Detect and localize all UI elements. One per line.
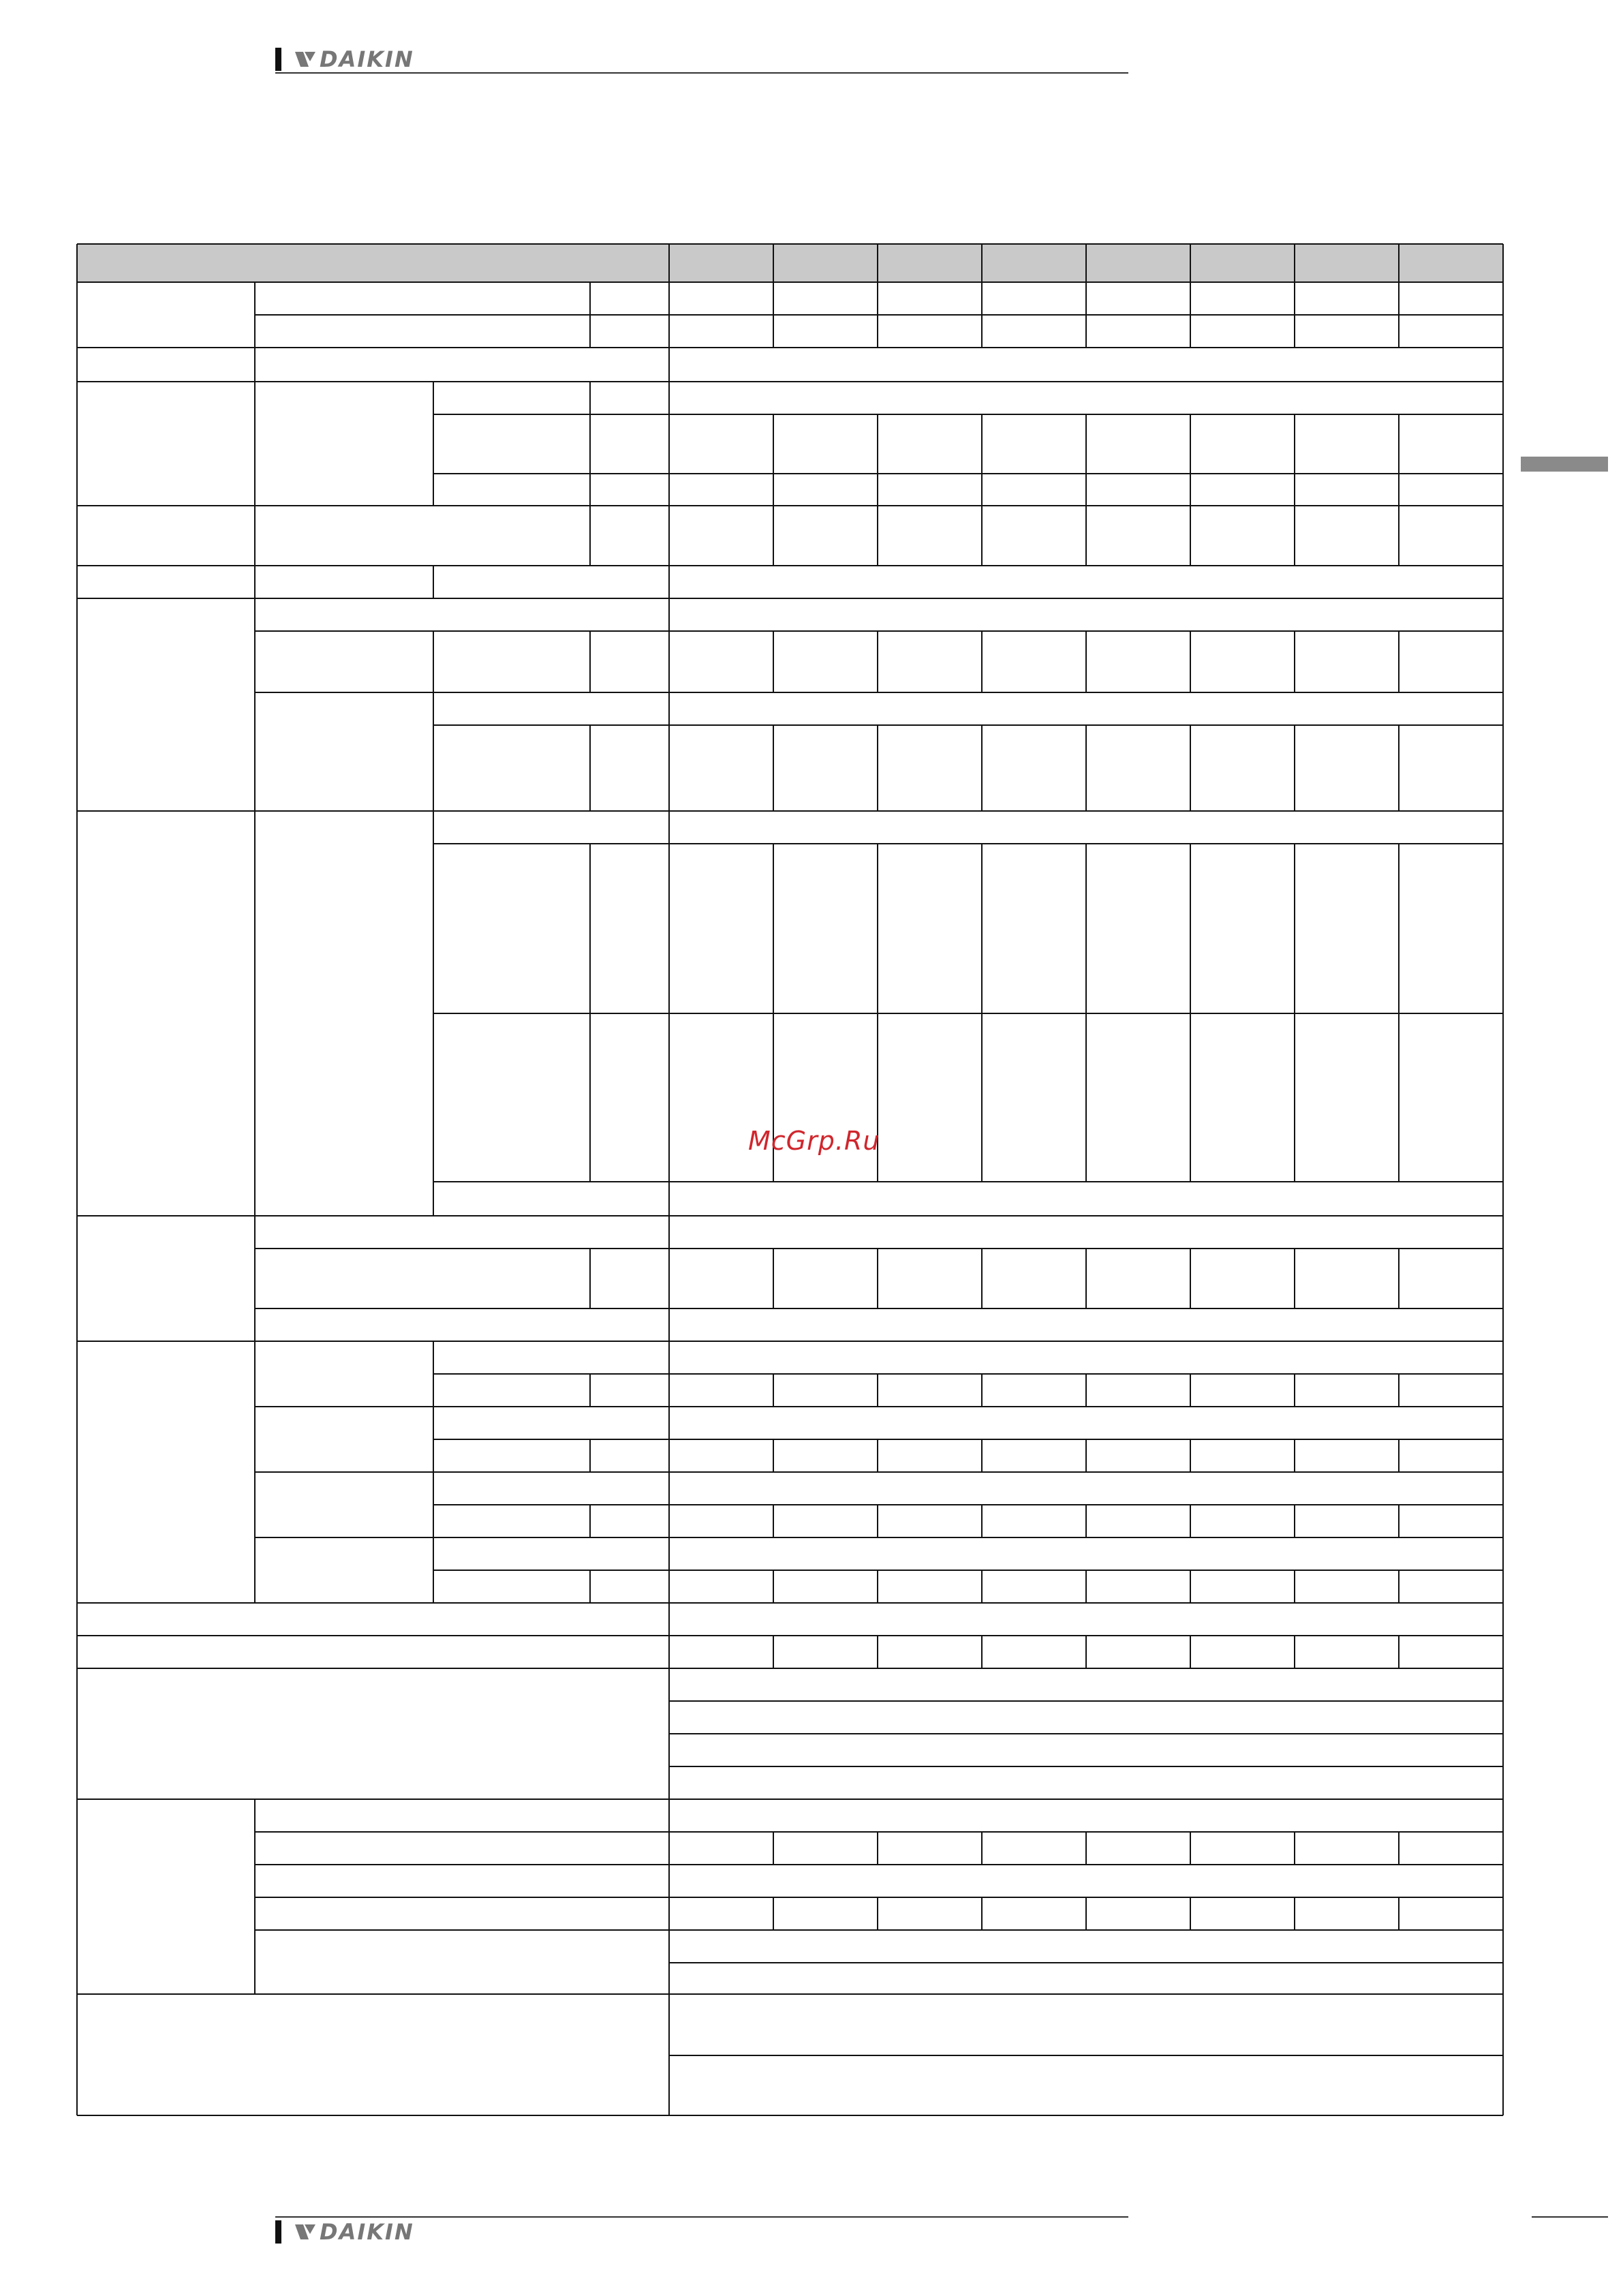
header-brand-name: DAIKIN [320,46,414,72]
daikin-logo [294,2219,414,2245]
footer-brand-name: DAIKIN [320,2219,414,2245]
footer-rule [275,2216,1128,2218]
footer-brand-bar [275,2220,281,2244]
footer-brand [275,2219,414,2245]
daikin-logo-icon [294,2222,317,2242]
table-header-band [77,244,1503,282]
watermark: McGrp.Ru [748,1126,880,1156]
footer-page-rule [1532,2216,1608,2218]
